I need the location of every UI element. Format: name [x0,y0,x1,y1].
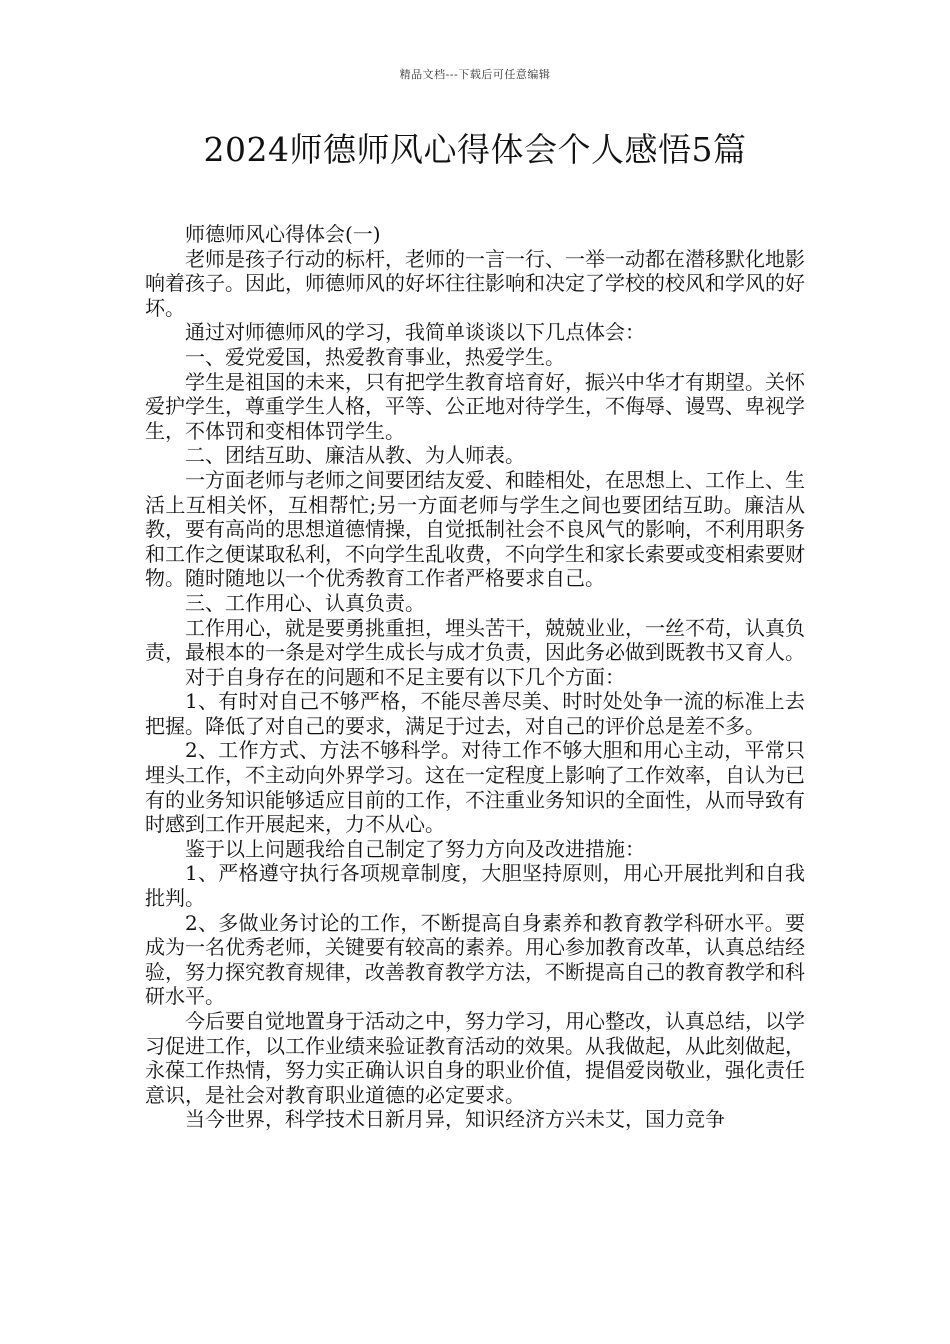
list-item: 1、有时对自己不够严格，不能尽善尽美、时时处处争一流的标准上去把握。降低了对自己的要求，满足于过去，对自己的评价总是差不多。 [145,689,805,738]
paragraph: 通过对师德师风的学习，我简单谈谈以下几点体会： [185,320,645,345]
point-heading: 二、团结互助、廉洁从教、为人师表。 [185,443,525,468]
paragraph: 工作用心，就是要勇挑重担，埋头苦干，兢兢业业，一丝不苟，认真负责，最根本的一条是对学生成长与成才负责，因此务必做到既教书又育人。 [145,615,805,665]
paragraph: 学生是祖国的未来，只有把学生教育培育好，振兴中华才有期望。关怀爱护学生，尊重学生人格，平等、公正地对待学生，不侮辱、谩骂、卑视学生，不体罚和变相体罚学生。 [145,369,805,443]
paragraph: 鉴于以上问题我给自己制定了努力方向及改进措施： [185,836,645,861]
section-heading: 师德师风心得体会(一) [185,222,381,246]
document-title: 2024师德师风心得体会个人感悟5篇 [203,130,747,169]
point-heading: 一、爱党爱国，热爱教育事业，热爱学生。 [185,344,565,369]
paragraph: 一方面老师与老师之间要团结友爱、和睦相处，在思想上、工作上、生活上互相关怀，互相帮忙;另一方面老师与学生之间也要团结互助。廉洁从教，要有高尚的思想道德情操，自觉抵制社会不良风气的影响，不利用职务和工作之便谋取私利，不向学生乱收费，不向学生和家长索要或变相索要财物。随时随地以一个优秀教育工作者严格要求自己。 [145,467,805,591]
list-item: 2、多做业务讨论的工作，不断提高自身素养和教育教学科研水平。要成为一名优秀老师，关键要有较高的素养。用心参加教育改革，认真总结经验，努力探究教育规律，改善教育教学方法，不断提高自己的教育教学和科研水平。 [145,910,805,1009]
document-body [145,222,805,1132]
paragraph: 对于自身存在的问题和不足主要有以下几个方面： [185,664,625,689]
header-note: 精品文档---下载后可任意编辑 [399,68,551,81]
list-item: 1、严格遵守执行各项规章制度，大胆坚持原则，用心开展批判和自我批判。 [145,861,805,911]
paragraph: 今后要自觉地置身于活动之中，努力学习，用心整改，认真总结，以学习促进工作，以工作业绩来验证教育活动的效果。从我做起，从此刻做起，永葆工作热情，努力实正确认识自身的职业价值，提倡爱岗敬业，强化责任意识，是社会对教育职业道德的必定要求。 [145,1009,805,1107]
point-heading: 三、工作用心、认真负责。 [185,590,425,615]
paragraph: 当今世界，科学技术日新月异，知识经济方兴未艾，国力竞争 [185,1107,725,1132]
paragraph: 老师是孩子行动的标杆，老师的一言一行、一举一动都在潜移默化地影响着孩子。因此，师德师风的好坏往往影响和决定了学校的校风和学风的好坏。 [145,246,805,320]
list-item: 2、工作方式、方法不够科学。对待工作不够大胆和用心主动，平常只埋头工作，不主动向外界学习。这在一定程度上影响了工作效率，自认为已有的业务知识能够适应目前的工作，不注重业务知识的全面性，从而导致有时感到工作开展起来，力不从心。 [145,738,805,837]
